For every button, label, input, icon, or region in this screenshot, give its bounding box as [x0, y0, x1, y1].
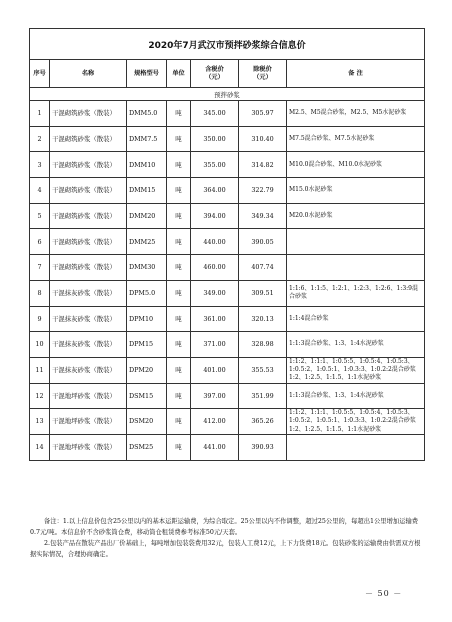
cell-spec: DMM20 — [127, 203, 167, 229]
cell-no: 8 — [30, 280, 50, 306]
cell-unit: 吨 — [167, 357, 191, 383]
cell-price-notax: 322.79 — [239, 178, 287, 204]
cell-price-notax: 351.99 — [239, 383, 287, 409]
table-row — [30, 383, 425, 409]
cell-spec: DMM10 — [127, 152, 167, 178]
cell-spec: DSM20 — [127, 409, 167, 435]
cell-spec: DPM10 — [127, 306, 167, 332]
cell-price-tax: 412.00 — [191, 409, 239, 435]
notes — [30, 516, 424, 560]
table-row — [30, 229, 425, 255]
table-title: 2020年7月武汉市预拌砂浆综合信息价 — [30, 29, 425, 60]
cell-price-notax: 314.82 — [239, 152, 287, 178]
note-2: 2.包装产品在散装产品出厂价基础上，每吨增加包装袋费用32元，包装人工费12元，上下力货费18元。包装砂浆的运输费由供需双方根据实际情况，合理协商确定。 — [30, 540, 421, 558]
table-row — [30, 101, 425, 127]
cell-name: 干混砌筑砂浆（散装） — [50, 152, 127, 178]
page-number: － 50 － — [365, 589, 403, 598]
cell-price-notax: 407.74 — [239, 255, 287, 281]
cell-unit: 吨 — [167, 152, 191, 178]
header-unit: 单位 — [167, 60, 191, 88]
cell-spec: DMM7.5 — [127, 126, 167, 152]
cell-price-tax: 441.00 — [191, 434, 239, 460]
cell-no: 10 — [30, 332, 50, 358]
cell-price-tax: 397.00 — [191, 383, 239, 409]
cell-unit: 吨 — [167, 306, 191, 332]
note-1: 备注：1.以上信息价包含25公里以内的基本运距运输费，为综合取定。25公里以内不作调整，超过25公里的，每超出1公里增加运输费0.7元/吨。本信息价不含砂浆筒仓费，移动筒仓租赁费参考标准50元/天套。 — [30, 518, 419, 536]
cell-price-tax: 364.00 — [191, 178, 239, 204]
cell-name: 干混砌筑砂浆（散装） — [50, 178, 127, 204]
cell-name: 干混砌筑砂浆（散装） — [50, 101, 127, 127]
cell-remark: 1:1:6、1:1:5、1:2:1、1:2:3、1:2:6、1:3:9混合砂浆 — [287, 280, 425, 306]
cell-remark — [287, 434, 425, 460]
cell-remark: 1:1:2、1:1:1、1:0.5:5、1:0.5:4、1:0.5:3、1:0.5:2、1:0.5:1、1:0.3:3、1:0.2:2混合砂浆 1:2、1:2.5、1:1.5、1:1水泥砂浆 — [287, 409, 425, 435]
cell-remark — [287, 229, 425, 255]
cell-name: 干混砌筑砂浆（散装） — [50, 229, 127, 255]
cell-price-notax: 305.97 — [239, 101, 287, 127]
cell-name: 干混地坪砂浆（散装） — [50, 383, 127, 409]
cell-remark: M7.5混合砂浆、M7.5水泥砂浆 — [287, 126, 425, 152]
cell-name: 干混地坪砂浆（散装） — [50, 409, 127, 435]
cell-remark — [287, 255, 425, 281]
cell-unit: 吨 — [167, 203, 191, 229]
cell-spec: DMM5.0 — [127, 101, 167, 127]
header-name: 名称 — [50, 60, 127, 88]
cell-remark: 1:1:2、1:1:1、1:0.5:5、1:0.5:4、1:0.5:3、1:0.5:2、1:0.5:1、1:0.3:3、1:0.2:2混合砂浆 1:2、1:2.5、1:1.5、1:1水泥砂浆 — [287, 357, 425, 383]
cell-spec: DMM30 — [127, 255, 167, 281]
table-row — [30, 203, 425, 229]
cell-price-tax: 460.00 — [191, 255, 239, 281]
cell-price-tax: 345.00 — [191, 101, 239, 127]
table-row — [30, 126, 425, 152]
table-header-row — [30, 60, 425, 88]
cell-price-tax: 349.00 — [191, 280, 239, 306]
cell-unit: 吨 — [167, 383, 191, 409]
cell-unit: 吨 — [167, 332, 191, 358]
cell-name: 干混抹灰砂浆（散装） — [50, 280, 127, 306]
cell-price-tax: 350.00 — [191, 126, 239, 152]
cell-unit: 吨 — [167, 229, 191, 255]
cell-price-tax: 371.00 — [191, 332, 239, 358]
cell-spec: DPM20 — [127, 357, 167, 383]
cell-spec: DPM15 — [127, 332, 167, 358]
header-price-notax: 除税价 （元） — [239, 60, 287, 88]
cell-spec: DMM25 — [127, 229, 167, 255]
cell-remark: M20.0水泥砂浆 — [287, 203, 425, 229]
cell-no: 1 — [30, 101, 50, 127]
cell-price-notax: 390.05 — [239, 229, 287, 255]
cell-price-notax: 349.34 — [239, 203, 287, 229]
table-row — [30, 255, 425, 281]
cell-no: 7 — [30, 255, 50, 281]
cell-spec: DMM15 — [127, 178, 167, 204]
cell-name: 干混地坪砂浆（散装） — [50, 434, 127, 460]
cell-unit: 吨 — [167, 178, 191, 204]
table-row — [30, 306, 425, 332]
cell-remark: 1:1:3混合砂浆、1:3、1:4水泥砂浆 — [287, 332, 425, 358]
cell-price-tax: 361.00 — [191, 306, 239, 332]
table-body — [30, 101, 425, 461]
cell-price-tax: 401.00 — [191, 357, 239, 383]
cell-no: 12 — [30, 383, 50, 409]
header-no: 序号 — [30, 60, 50, 88]
cell-spec: DSM15 — [127, 383, 167, 409]
table-row — [30, 434, 425, 460]
cell-unit: 吨 — [167, 101, 191, 127]
cell-price-notax: 309.51 — [239, 280, 287, 306]
cell-no: 11 — [30, 357, 50, 383]
cell-no: 14 — [30, 434, 50, 460]
cell-name: 干混砌筑砂浆（散装） — [50, 203, 127, 229]
table-row — [30, 280, 425, 306]
cell-unit: 吨 — [167, 126, 191, 152]
header-price-tax: 含税价 （元） — [191, 60, 239, 88]
cell-unit: 吨 — [167, 409, 191, 435]
cell-name: 干混砌筑砂浆（散装） — [50, 126, 127, 152]
cell-no: 6 — [30, 229, 50, 255]
cell-unit: 吨 — [167, 434, 191, 460]
cell-unit: 吨 — [167, 280, 191, 306]
cell-spec: DSM25 — [127, 434, 167, 460]
cell-price-notax: 328.98 — [239, 332, 287, 358]
cell-name: 干混抹灰砂浆（散装） — [50, 306, 127, 332]
cell-name: 干混抹灰砂浆（散装） — [50, 332, 127, 358]
cell-spec: DPM5.0 — [127, 280, 167, 306]
cell-remark: 1:1:4混合砂浆 — [287, 306, 425, 332]
cell-no: 9 — [30, 306, 50, 332]
cell-price-tax: 355.00 — [191, 152, 239, 178]
table-row — [30, 178, 425, 204]
cell-price-notax: 310.40 — [239, 126, 287, 152]
cell-name: 干混抹灰砂浆（散装） — [50, 357, 127, 383]
cell-remark: M15.0水泥砂浆 — [287, 178, 425, 204]
header-spec: 规格型号 — [127, 60, 167, 88]
table-row — [30, 332, 425, 358]
cell-no: 5 — [30, 203, 50, 229]
cell-remark: 1:1:3混合砂浆、1:3、1:4水泥砂浆 — [287, 383, 425, 409]
cell-remark: M2.5、M5混合砂浆，M2.5、M5水泥砂浆 — [287, 101, 425, 127]
cell-remark: M10.0混合砂浆、M10.0水泥砂浆 — [287, 152, 425, 178]
cell-price-notax: 390.93 — [239, 434, 287, 460]
cell-unit: 吨 — [167, 255, 191, 281]
cell-no: 13 — [30, 409, 50, 435]
cell-price-tax: 394.00 — [191, 203, 239, 229]
table-row — [30, 357, 425, 383]
cell-no: 2 — [30, 126, 50, 152]
cell-price-notax: 365.26 — [239, 409, 287, 435]
price-table — [29, 28, 425, 461]
cell-price-notax: 355.53 — [239, 357, 287, 383]
header-remark: 备 注 — [287, 60, 425, 88]
cell-no: 4 — [30, 178, 50, 204]
cell-name: 干混砌筑砂浆（散装） — [50, 255, 127, 281]
table-row — [30, 152, 425, 178]
cell-no: 3 — [30, 152, 50, 178]
section-label: 预拌砂浆 — [30, 88, 425, 101]
cell-price-notax: 320.13 — [239, 306, 287, 332]
cell-price-tax: 440.00 — [191, 229, 239, 255]
table-row — [30, 409, 425, 435]
